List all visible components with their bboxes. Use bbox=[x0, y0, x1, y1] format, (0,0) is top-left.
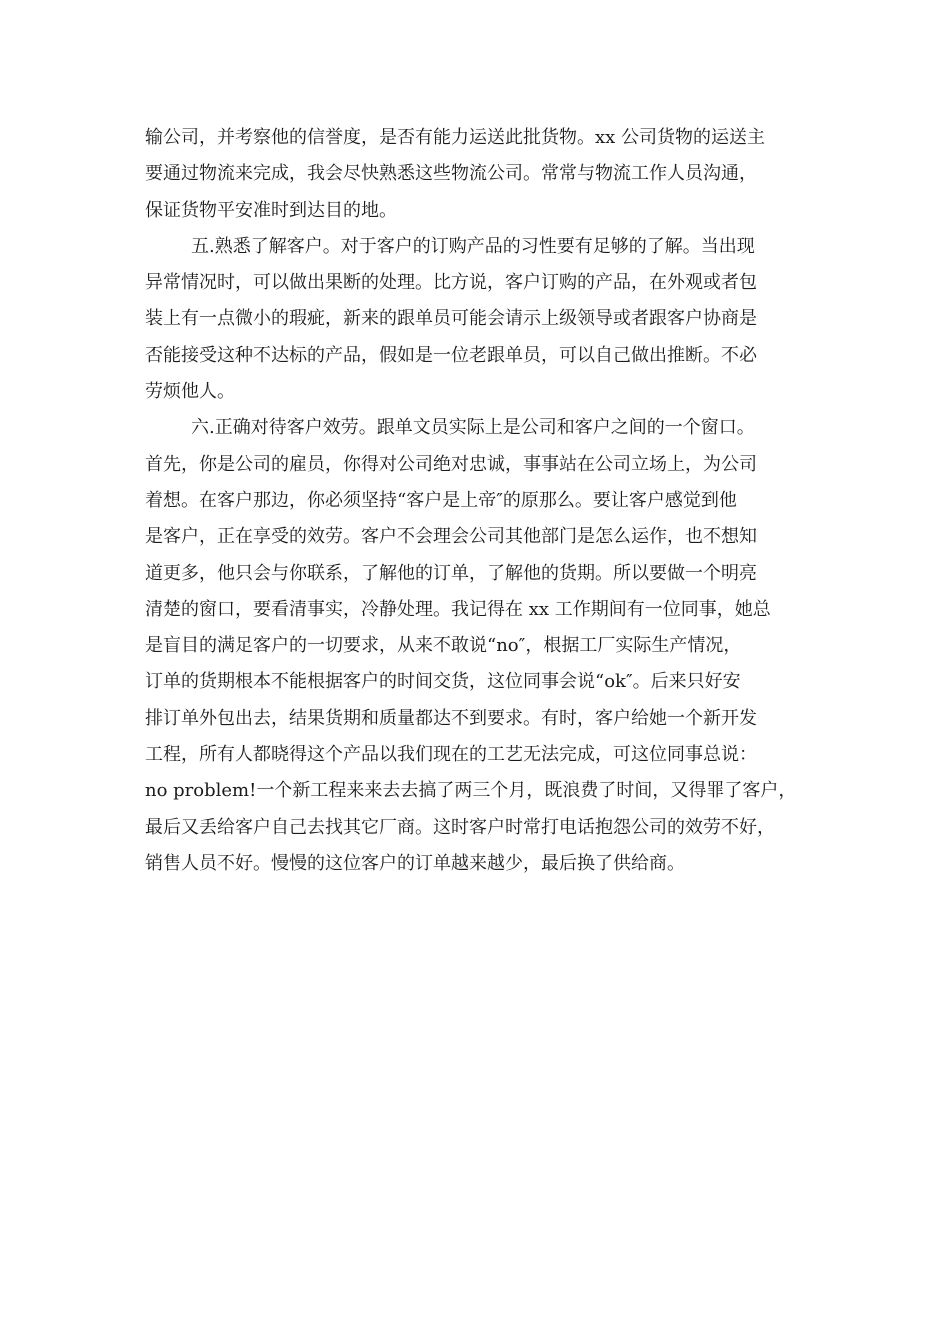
text-line: 销售人员不好。慢慢的这位客户的订单越来越少，最后换了供给商。 bbox=[145, 852, 685, 874]
text-line: 道更多，他只会与你联系，了解他的订单，了解他的货期。所以要做一个明亮 bbox=[145, 562, 757, 584]
text-line: 是客户，正在享受的效劳。客户不会理会公司其他部门是怎么运作，也不想知 bbox=[145, 526, 757, 548]
text-line: 工程，所有人都晓得这个产品以我们现在的工艺无法完成，可这位同事总说： bbox=[145, 744, 757, 766]
body-text bbox=[145, 120, 815, 882]
text-line: no problem!一个新工程来来去去搞了两三个月，既浪费了时间，又得罪了客户， bbox=[145, 780, 797, 802]
text-line: 最后又丢给客户自己去找其它厂商。这时客户时常打电话抱怨公司的效劳不好， bbox=[145, 816, 775, 838]
text-line: 排订单外包出去，结果货期和质量都达不到要求。有时，客户给她一个新开发 bbox=[145, 707, 757, 729]
paragraph-first-line: 六.正确对待客户效劳。跟单文员实际上是公司和客户之间的一个窗口。 bbox=[191, 417, 755, 439]
text-line: 是盲目的满足客户的一切要求，从来不敢说“no″，根据工厂实际生产情况， bbox=[145, 635, 742, 657]
text-line: 否能接受这种不达标的产品，假如是一位老跟单员，可以自己做出推断。不必 bbox=[145, 344, 757, 366]
text-line: 首先，你是公司的雇员，你得对公司绝对忠诚，事事站在公司立场上，为公司 bbox=[145, 453, 757, 475]
paragraph-first-line: 五.熟悉了解客户。对于客户的订购产品的习性要有足够的了解。当出现 bbox=[191, 235, 755, 257]
text-line: 异常情况时，可以做出果断的处理。比方说，客户订购的产品，在外观或者包 bbox=[145, 272, 757, 294]
text-line: 要通过物流来完成，我会尽快熟悉这些物流公司。常常与物流工作人员沟通， bbox=[145, 163, 757, 185]
text-line: 订单的货期根本不能根据客户的时间交货，这位同事会说“ok″。后来只好安 bbox=[145, 671, 741, 693]
text-line: 保证货物平安准时到达目的地。 bbox=[145, 199, 397, 221]
text-line: 输公司，并考察他的信誉度，是否有能力运送此批货物。xx 公司货物的运送主 bbox=[145, 127, 766, 148]
text-line: 装上有一点微小的瑕疵，新来的跟单员可能会请示上级领导或者跟客户协商是 bbox=[145, 308, 757, 330]
text-line: 清楚的窗口，要看清事实，冷静处理。我记得在 xx 工作期间有一位同事，她总 bbox=[145, 598, 771, 620]
text-line: 着想。在客户那边，你必须坚持“客户是上帝″的原那么。要让客户感觉到他 bbox=[145, 489, 737, 511]
text-line: 劳烦他人。 bbox=[145, 381, 235, 403]
